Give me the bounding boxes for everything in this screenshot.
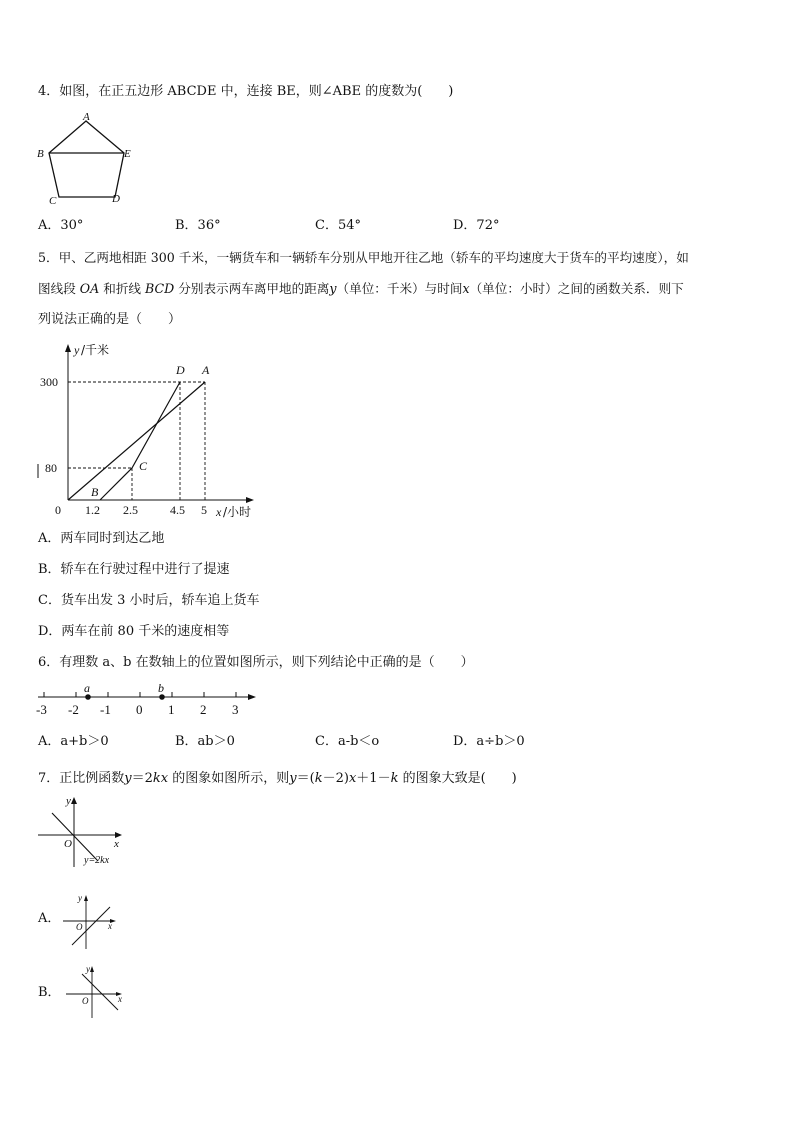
q7-option-a-graph[interactable] — [60, 893, 122, 955]
q7-stem: 7．正比例函数y＝2kx 的图象如图所示，则y＝(k－2)x＋1－k 的图象大致是( ) — [38, 771, 517, 786]
y-axis-label: y — [78, 893, 82, 903]
vertex-b-label: B — [37, 148, 44, 160]
line-y-2kx — [52, 813, 98, 861]
y-tick-300: 300 — [40, 375, 58, 389]
x-axis-label: x — [108, 921, 112, 931]
line-oa — [68, 382, 205, 500]
x-axis-var: x — [216, 505, 222, 519]
q5-stem-line3: 列说法正确的是（ ） — [38, 312, 182, 327]
point-d-label: D — [176, 363, 185, 377]
y-tick-80: 80 — [45, 461, 57, 475]
line-bcd — [100, 382, 180, 500]
x-axis-label: x — [118, 994, 122, 1004]
q4-option-b[interactable]: B．36° — [175, 218, 221, 233]
vertex-c-label: C — [49, 195, 57, 207]
tick-label-neg1: -1 — [100, 702, 111, 717]
q6-stem: 6．有理数 a、b 在数轴上的位置如图所示，则下列结论中正确的是（ ） — [38, 655, 474, 670]
q5-option-d[interactable]: D．两车在前 80 千米的速度相等 — [38, 624, 230, 639]
point-b-dot — [159, 694, 165, 700]
x-tick-1-2: 1.2 — [85, 503, 100, 517]
q7-option-a-label[interactable]: A． — [38, 911, 61, 926]
tick-label-neg2: -2 — [68, 702, 79, 717]
y-axis-var: y — [74, 343, 80, 357]
origin-label: O — [76, 922, 83, 932]
pentagon-figure — [36, 112, 146, 207]
line-equation-label: y=2kx — [84, 855, 110, 866]
q6-option-c[interactable]: C．a-b＜o — [315, 734, 380, 749]
vertex-e-label: E — [124, 148, 131, 160]
q4-stem: 4．如图，在正五边形 ABCDE 中，连接 BE，则∠ABE 的度数为( ) — [38, 84, 454, 99]
y-axis-unit: /千米 — [81, 343, 110, 357]
x-axis-label: x — [114, 838, 119, 850]
point-a-label: A — [202, 363, 210, 377]
q5-option-b[interactable]: B．轿车在行驶过程中进行了提速 — [38, 562, 230, 577]
y-axis-label: y — [66, 795, 71, 807]
x-tick-2-5: 2.5 — [123, 503, 138, 517]
point-a-dot — [85, 694, 91, 700]
tick-label-1: 1 — [168, 702, 175, 717]
tick-label-3: 3 — [232, 702, 239, 717]
origin-label: O — [64, 838, 72, 850]
tick-label-neg3: -3 — [36, 702, 47, 717]
q4-option-c[interactable]: C．54° — [315, 218, 361, 233]
x-tick-4-5: 4.5 — [170, 503, 185, 517]
point-c-label: C — [139, 459, 148, 473]
q5-option-a[interactable]: A．两车同时到达乙地 — [38, 531, 165, 546]
distance-time-graph — [30, 340, 265, 520]
tick-label-2: 2 — [200, 702, 207, 717]
vertex-d-label: D — [112, 193, 120, 205]
q7-option-b-graph[interactable] — [62, 964, 128, 1022]
q4-option-a[interactable]: A．30° — [38, 218, 84, 233]
q5-stem-line2: 图线段 OA 和折线 BCD 分别表示两车离甲地的距离y（单位：千米）与时间x（单位：小时）之间的函数关系．则下 — [38, 281, 684, 296]
x-tick-5: 5 — [201, 503, 207, 517]
origin-label: O — [82, 996, 89, 1006]
number-line-figure — [34, 680, 259, 720]
q5-stem-line1: 5．甲、乙两地相距 300 千米，一辆货车和一辆轿车分别从甲地开往乙地（轿车的平均速度大于货车的平均速度），如 — [38, 250, 689, 265]
q5-option-c[interactable]: C．货车出发 3 小时后，轿车追上货车 — [38, 593, 260, 608]
pentagon-shape — [49, 121, 124, 197]
point-b-label: b — [158, 681, 164, 695]
q6-option-a[interactable]: A．a+b＞0 — [38, 734, 109, 749]
q6-option-d[interactable]: D．a÷b＞0 — [453, 734, 525, 749]
x-axis-unit: /小时 — [223, 505, 252, 519]
tick-label-0: 0 — [136, 702, 143, 717]
q7-option-b-label[interactable]: B． — [38, 985, 61, 1000]
q4-option-d[interactable]: D．72° — [453, 218, 500, 233]
origin-label: 0 — [55, 503, 61, 517]
q7-main-graph — [34, 795, 129, 875]
q6-option-b[interactable]: B．ab＞0 — [175, 734, 235, 749]
y-axis-label: y — [86, 964, 90, 974]
point-b-label: B — [91, 485, 99, 499]
vertex-a-label: A — [83, 111, 90, 123]
point-a-label: a — [84, 681, 90, 695]
